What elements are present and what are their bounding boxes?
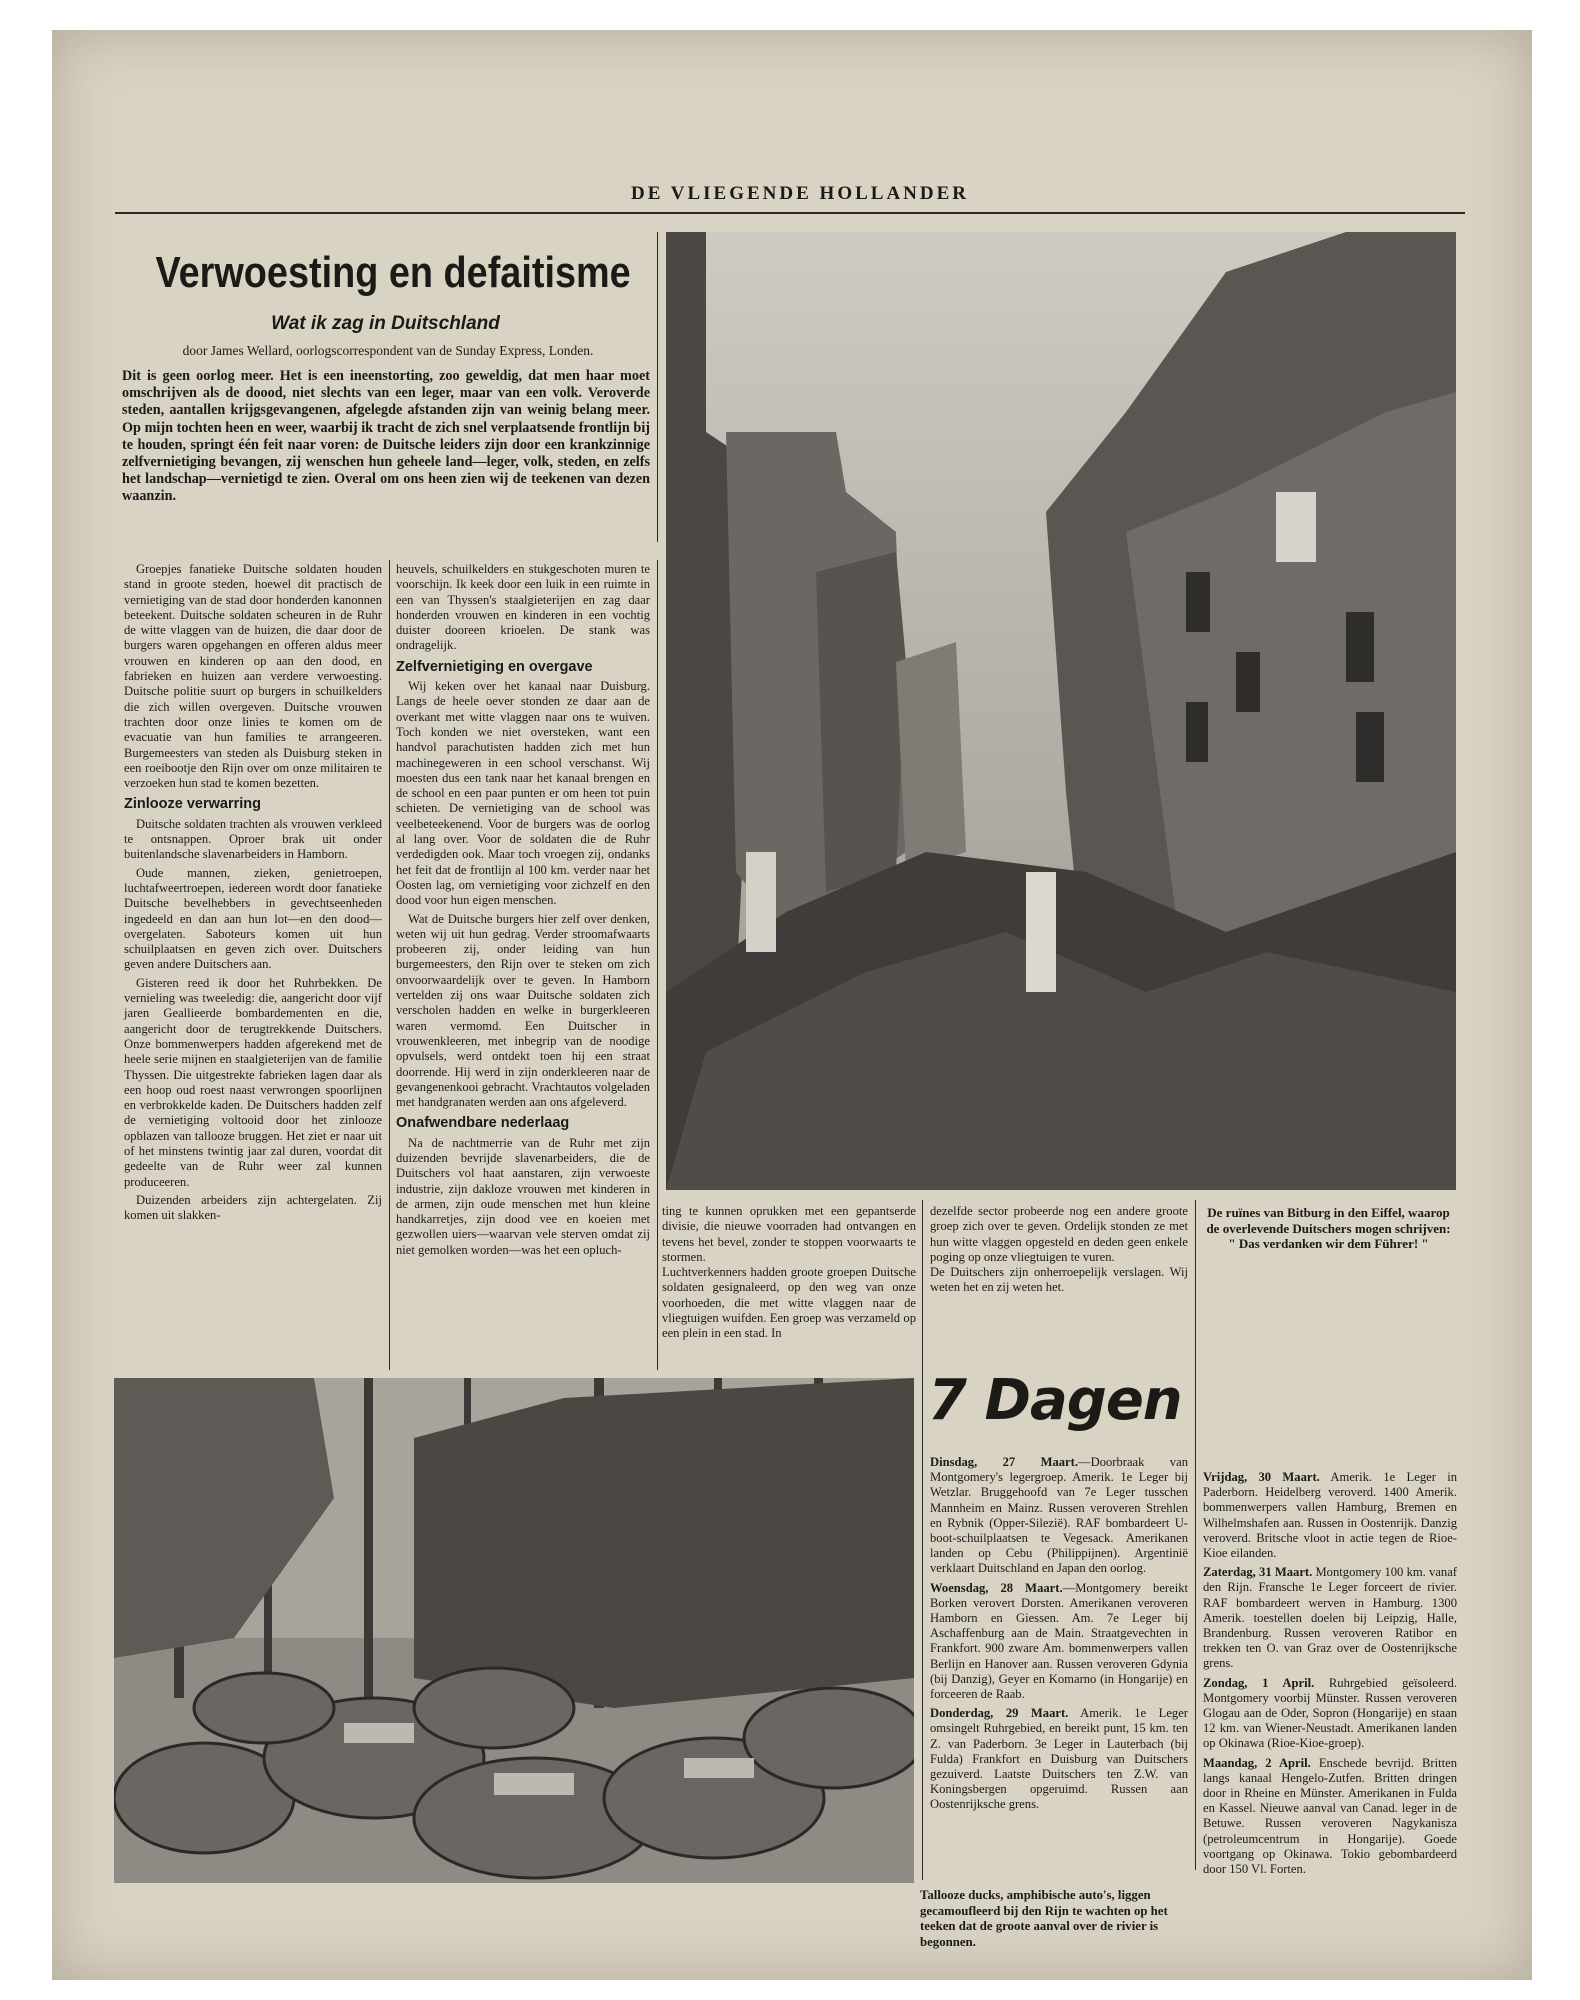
column-rule xyxy=(922,1370,923,1880)
paragraph: Oude mannen, zieken, genietroepen, luchtafweertroepen, iedereen wordt door fanatieke Duitsche bevelhebbers in gevechtseenheden ingedeeld en dan aan hun lot—en den dood—overgelaten. Saboteurs komen uit hun schuilplaatsen en geven zich over. Duitschers geven andere Duitschers aan. xyxy=(124,865,382,972)
day-date: Vrijdag, 30 Maart. xyxy=(1203,1470,1320,1484)
section-heading: Onafwendbare nederlaag xyxy=(396,1115,570,1132)
amphibious-photo-caption: Tallooze ducks, amphibische auto's, liggen gecamoufleerd bij den Rijn te wachten op het teeken dat de groote aanval over de rivier is begonnen. xyxy=(920,1888,1168,1949)
day-entry xyxy=(1203,1470,1457,1561)
article-subhead: Wat ik zag in Duitschland xyxy=(271,313,500,334)
article-byline: door James Wellard, oorlogscorrespondent van de Sunday Express, Londen. xyxy=(182,343,594,358)
amphibious-vehicles-illustration xyxy=(114,1378,914,1883)
column-rule xyxy=(922,1200,923,1370)
day-date: Woensdag, 28 Maart. xyxy=(930,1580,1063,1595)
paragraph: Wat de Duitsche burgers hier zelf over denken, weten wij uit hun gedrag. Verder stroomafwaarts probeeren zij, onder leiding van hun burgemeesters, den Rijn over te steken om zich onvoorwaardelijk over te geven. In Hamborn vertelden zij ons waar Duitsche soldaten zich verscholen hadden en welke in burgerkleeren waren vermomd. Een Duitscher in vrouwenkleeren, met inbegrip van de noodige opvulsels, werd ontdekt toen hij een straat doorrende. Hij werd in zijn onderkleeren naar de gevangenenkooi gebracht. Vrachtautos volgeladen met handgranaten werden aan ons afgeleverd. xyxy=(396,911,650,1110)
column-rule xyxy=(389,560,390,1370)
day-entry xyxy=(930,1455,1188,1577)
seven-days-column-2 xyxy=(1203,1470,1457,1881)
seven-days-title: 7 Dagen xyxy=(928,1368,1182,1433)
day-text: Amerik. 1e Leger in Paderborn. Heidelberg veroverd. 1400 Amerik. bommenwerpers vallen Hamburg, Bremen en Wilhelmshafen aan. Russen in Oostenrijk. Danzig veroverd. Britsche vloot in actie tegen de Rioe-Kioe eilanden. xyxy=(1203,1470,1457,1561)
paragraph: Na de nachtmerrie van de Ruhr met zijn duizenden bevrijde slavenarbeiders, die de Duitschers vol haat aanstaren, zijn verwoeste industrie, zijn dakloze vrouwen met kinderen in de armen, zijn oude menschen met hun kleine handkarretjes, zijn dood vee en koeien met gezwollen uiers—waarvan vele sterven omdat zij niet gemolken worden—was het een opluch- xyxy=(396,1135,650,1257)
article-headline: Verwoesting en defaitisme xyxy=(155,248,631,297)
day-text: Montgomery 100 km. vanaf den Rijn. Fransche 1e Leger forceert de rivier. RAF bombardeert werven in Hamburg. 1300 Amerik. toestellen doelen bij Leipzig, Halle, Brandenburg. Russen veroveren Ratibor en trekken ten O. van Graz over de Oostenrijksche grens. xyxy=(1203,1565,1457,1671)
day-entry xyxy=(1203,1676,1457,1752)
paragraph: Duitsche soldaten trachten als vrouwen verkleed te ontsnappen. Oproer brak uit onder buitenlandsche slavenarbeiders in Hamborn. xyxy=(124,816,382,862)
article-column-2 xyxy=(396,562,650,1261)
day-date: Zaterdag, 31 Maart. xyxy=(1203,1565,1313,1580)
amphibious-vehicles-photo xyxy=(114,1378,914,1883)
column-rule xyxy=(1195,1200,1196,1870)
paragraph: Duizenden arbeiders zijn achtergelaten. Zij komen uit slakken- xyxy=(124,1192,382,1223)
day-entry xyxy=(1203,1565,1457,1671)
header-rule xyxy=(115,212,1465,214)
day-text: —Montgomery bereikt Borken verovert Dorsten. Amerikanen veroveren Hamborn en Giessen. Am. 7e Leger bij Aschaffenburg aan de Main. Straatgevechten in Frankfort. 900 zware Am. bommenwerpers vallen Berlijn en Hanover aan. Russen veroveren Gdynia (bij Danzig), Geyer en Komarno (in Hongarije) en forceeren de Raab. xyxy=(930,1580,1188,1702)
paragraph: Gisteren reed ik door het Ruhrbekken. De vernieling was tweeledig: die, aangericht door vijf jaren Geallieerde bombardementen en die, aangericht door de terugtrekkende Duitschers. Onze bommenwerpers hadden afgerekend met de heele serie mijnen en staalgieterijen van de familie Thyssen. Die uitgestrekte fabrieken lagen daar als een hoop oud roest naast verwrongen spoorlijnen en verbrokkelde kaden. De Duitschers hadden zelf de vernietiging voltooid door het zinlooze opblazen van tallooze bruggen. Het ziet er naar uit of het minstens twintig jaar zal duren, voordat dit gedeelte van de Ruhr weer zal kunnen produceeren. xyxy=(124,975,382,1189)
article-lead: Dit is geen oorlog meer. Het is een ineenstorting, zoo geweldig, dat men haar moet omschrijven als de doood, niet slechts van een leger, maar van een volk. Veroverde steden, aantallen krijgsgevangenen, afgelegde afstanden zijn van weinig belang meer. Op mijn tochten heen en weer, waarbij ik tracht de zich snel verplaatsende frontlijn bij te houden, springt één feit naar voren: de Duitsche leiders zijn door een krankzinnige zelfvernietiging bevangen, zij wenschen hun geheele land—leger, volk, steden, en zelfs het landschap—vernietigd te zien. Overal om ons heen zien wij de teekenen van dezen waanzin. xyxy=(122,368,650,505)
section-heading: Zinlooze verwarring xyxy=(124,796,261,813)
day-date: Donderdag, 29 Maart. xyxy=(930,1706,1069,1721)
article-column-4 xyxy=(930,1204,1188,1299)
day-text: Ruhrgebied geïsoleerd. Montgomery voorbij Münster. Russen veroveren Glogau aan de Oder, Sopron (Hongarije) en staan 12 km. van Wiener-Neustadt. Amerikanen landen op Okinawa (Rioe-Kioe-groep). xyxy=(1203,1675,1458,1751)
article-column-1 xyxy=(124,562,382,1226)
day-date: Zondag, 1 April. xyxy=(1203,1675,1315,1690)
paragraph: Wij keken over het kanaal naar Duisburg. Langs de heele oever stonden ze daar aan de overkant met witte vlaggen naar ons te wuiven. Toch konden we niet oversteken, want een handvol parachutisten hadden zich met hun machinegeweren in een school verschanst. Wij moesten dus een tank naar het kanaal brengen en de school en een paar punten er om heen tot puin schieten. De vernietiging van de school was veelbeteekenend. Voor de burgers was de oorlog al lang over. Voor de soldaten die de Ruhr verdedigden ook. Maar toch vroegen zij, ondanks het feit dat de frontlijn al 100 km. verder naar het Oosten lag, om vernietiging voor zichzelf en den dood voor hun eigen menschen. xyxy=(396,679,650,908)
day-date: Dinsdag, 27 Maart. xyxy=(930,1455,1078,1469)
ruins-photo xyxy=(666,232,1456,1190)
day-text: Amerik. 1e Leger omsingelt Ruhrgebied, en bereikt punt, 15 km. ten Z. van Paderborn. 3e Leger in Lauterbach (bij Fulda) Frankfort en Duisburg van Duitschers gezuiverd. Laatste Duitschers ten Z.W. van Koningsbergen opgeruimd. Russen aan Oostenrijksche grens. xyxy=(930,1706,1188,1812)
section-heading: Zelfvernietiging en overgave xyxy=(396,658,593,675)
article-column-3 xyxy=(662,1204,916,1345)
paragraph: dezelfde sector probeerde nog een andere groote groep zich over te geven. Ordelijk stonden ze met hun witte vlaggen opgesteld en deden geen enkele poging op onze vliegtuigen te vuren. De Duitschers zijn onherroepelijk verslagen. Wij weten het en zij weten het. xyxy=(930,1204,1188,1295)
day-entry xyxy=(930,1581,1188,1703)
paragraph: ting te kunnen oprukken met een gepantserde divisie, die nieuwe voorraden had ontvangen en tevens het bevel, zonder te stoppen voorwaarts te stormen. Luchtverkenners hadden groote groepen Duitsche soldaten gesignaleerd, op den weg van onze voorhoeden, die met witte vlaggen naar de vliegtuigen wuifden. Een groep was verzameld op een plein in een stad. In xyxy=(662,1204,916,1341)
day-date: Maandag, 2 April. xyxy=(1203,1755,1311,1770)
column-rule xyxy=(657,232,658,542)
masthead: DE VLIEGENDE HOLLANDER xyxy=(630,183,970,204)
day-text: Enschede bevrijd. Britten langs kanaal Hengelo-Zutfen. Britten dringen door in Rheine en Münster. Amerikanen in Fulda en Kassel. Nieuwe aanval van Canad. leger in de Betuwe. Russen veroveren Nagykanisza (petroleumcentrum in Hongarije). Goede voortgang op Okinawa. Tokio gebombardeerd door 150 Vl. Forten. xyxy=(1203,1755,1457,1877)
seven-days-column-1 xyxy=(930,1455,1188,1817)
paragraph: Groepjes fanatieke Duitsche soldaten houden stand in groote steden, hoewel dit practisch de vernietiging van de stad door honderden kanonnen beteekent. Duitsche soldaten scheuren in de Ruhr de witte vlaggen van de huizen, die daar door de burgers waren opgehangen en offeren aldus meer vrouwen en kinderen op aan den dood, en fabrieken en huizen aan verdere verwoesting. Duitsche politie suurt op burgers in schuilkelders die zich willen overgeven. Duitsche vrouwen trachten door onze linies te komen om de evacuatie van hun families te arrangeeren. Burgemeesters van steden als Duisburg steken in een roeibootje den Rijn over om onze militairen te verzoeken hun stad te komen bezetten. xyxy=(124,562,382,791)
paragraph: heuvels, schuilkelders en stukgeschoten muren te voorschijn. Ik keek door een luik in een ruimte in een van Thyssen's staalgieterijen en zag daar honderden vrouwen en kinderen in een vochtig duister dooreen krioelen. De stank was ondragelijk. xyxy=(396,562,650,653)
column-rule xyxy=(657,560,658,1370)
ruins-photo-caption: De ruïnes van Bitburg in den Eiffel, waarop de overlevende Duitschers mogen schrijven: " Das verdanken wir dem Führer! " xyxy=(1206,1205,1451,1251)
day-entry xyxy=(930,1706,1188,1812)
day-entry xyxy=(1203,1756,1457,1878)
ruins-photo-illustration xyxy=(666,232,1456,1190)
day-text: —Doorbraak van Montgomery's legergroep. Amerik. 1e Leger bij Wetzlar. Bruggehoofd van 7e Leger tusschen Mannheim en Mainz. Russen veroveren Strehlen en Rybnik (Opper-Silezië). RAF bombardeert U-boot-schuilplaatsen te Vegesack. Amerikanen landen op Cebu (Philippijnen). Argentinië verklaart Duitschland en Japan den oorlog. xyxy=(930,1455,1188,1576)
